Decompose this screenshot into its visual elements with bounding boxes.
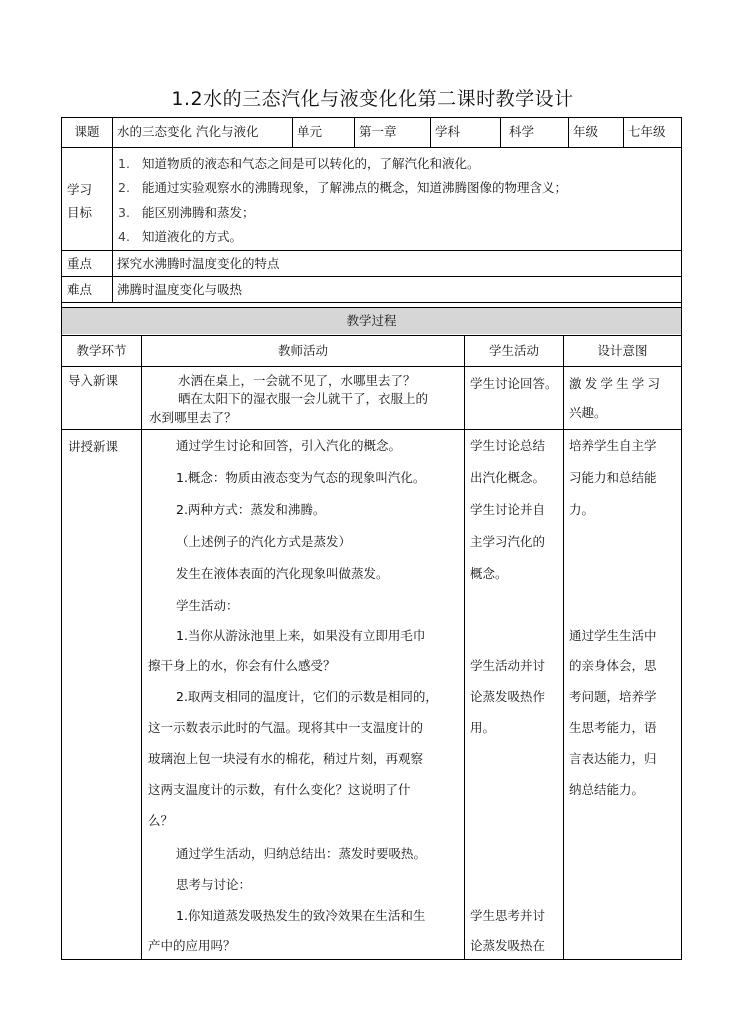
objective-item: 能区别沸腾和蒸发； bbox=[142, 205, 255, 220]
student-activity-line: 概念。 bbox=[470, 566, 508, 581]
teacher-activity-line: 发生在液体表面的汽化现象叫做蒸发。 bbox=[176, 566, 389, 581]
intro-stage: 导入新课 bbox=[68, 373, 119, 388]
objectives-label: 目标 bbox=[67, 205, 93, 220]
student-activity-line: 学生讨论并自 bbox=[470, 502, 546, 517]
intro-teacher-line: 水洒在桌上，一会就不见了，水哪里去了？ bbox=[178, 373, 416, 388]
intro-intent: 兴趣。 bbox=[569, 405, 607, 420]
table-border bbox=[681, 117, 682, 960]
objective-item: 知道物质的液态和气态之间是可以转化的，了解汽化和液化。 bbox=[142, 156, 480, 171]
teacher-activity-line: 1.概念：物质由液态变为气态的现象叫汽化。 bbox=[176, 470, 426, 485]
intro-intent: 激发学生学习 bbox=[569, 376, 664, 391]
design-intent-line: 习能力和总结能 bbox=[569, 470, 657, 485]
table-border bbox=[112, 117, 113, 302]
intro-student: 学生讨论回答。 bbox=[470, 376, 558, 391]
table-border bbox=[61, 366, 682, 367]
teacher-activity-line: 么？ bbox=[148, 813, 174, 828]
teacher-activity-line: 1.当你从游泳池里上来，如果没有立即用毛巾 bbox=[176, 628, 426, 643]
table-border bbox=[464, 335, 465, 960]
teacher-activity-line: 通过学生讨论和回答，引入汽化的概念。 bbox=[176, 438, 402, 453]
objective-number: 1. bbox=[118, 156, 130, 171]
objective-item: 能通过实验观察水的沸腾现象，了解沸点的概念，知道沸腾图像的物理含义； bbox=[142, 180, 568, 195]
student-activity-line: 出汽化概念。 bbox=[470, 470, 546, 485]
document-title: 1.2水的三态汽化与液变化化第二课时教学设计 bbox=[171, 88, 574, 110]
table-border bbox=[354, 117, 355, 147]
table-border bbox=[61, 302, 682, 303]
student-activity-line: 学生思考并讨 bbox=[470, 908, 546, 923]
student-activity-line: 学生活动并讨 bbox=[470, 658, 546, 673]
teacher-activity-line: 玻璃泡上包一块浸有水的棉花，稍过片刻，再观察 bbox=[148, 751, 424, 766]
column-header-stage: 教学环节 bbox=[76, 343, 127, 358]
objective-number: 3. bbox=[118, 205, 130, 220]
column-header-teacher: 教师活动 bbox=[277, 343, 328, 358]
table-border bbox=[623, 117, 624, 147]
grade-label: 年级 bbox=[573, 124, 599, 139]
student-activity-line: 论蒸发吸热在 bbox=[470, 938, 546, 953]
table-border bbox=[61, 147, 682, 148]
column-header-student: 学生活动 bbox=[488, 343, 539, 358]
table-border bbox=[430, 117, 431, 147]
teacher-activity-line: 这一示数表示此时的气温。现将其中一支温度计的 bbox=[148, 720, 424, 735]
teacher-activity-line: 2.取两支相同的温度计，它们的示数是相同的， bbox=[176, 689, 438, 704]
table-border bbox=[292, 117, 293, 147]
design-intent-line: 力。 bbox=[569, 502, 595, 517]
design-intent-line: 的亲身体会，思 bbox=[569, 658, 657, 673]
grade-value: 七年级 bbox=[628, 124, 666, 139]
design-intent-line: 纳总结能力。 bbox=[569, 782, 645, 797]
student-activity-line: 论蒸发吸热作 bbox=[470, 689, 546, 704]
design-intent-line: 言表达能力，归 bbox=[569, 751, 657, 766]
key-point-label: 重点 bbox=[67, 256, 93, 271]
unit-value: 第一章 bbox=[359, 124, 397, 139]
table-border bbox=[141, 335, 142, 960]
student-activity-line: 用。 bbox=[470, 720, 496, 735]
teacher-activity-line: 学生活动： bbox=[176, 598, 239, 613]
unit-label: 单元 bbox=[297, 124, 323, 139]
lesson-value: 水的三态变化 汽化与液化 bbox=[117, 124, 259, 139]
student-activity-line: 主学习汽化的 bbox=[470, 534, 546, 549]
design-intent-line: 考问题，培养学 bbox=[569, 689, 657, 704]
subject-label: 学科 bbox=[435, 124, 461, 139]
objective-number: 4. bbox=[118, 229, 130, 244]
process-heading: 教学过程 bbox=[346, 313, 397, 328]
teacher-activity-line: （上述例子的汽化方式是蒸发） bbox=[176, 534, 352, 549]
table-border bbox=[568, 117, 569, 147]
objective-item: 知道液化的方式。 bbox=[142, 229, 243, 244]
intro-teacher-line: 水到哪里去了？ bbox=[149, 410, 237, 425]
table-border bbox=[61, 117, 682, 118]
table-border bbox=[563, 335, 564, 960]
subject-value: 科学 bbox=[509, 124, 535, 139]
teacher-activity-line: 产中的应用吗？ bbox=[148, 938, 236, 953]
design-intent-line: 生思考能力，语 bbox=[569, 720, 657, 735]
teacher-activity-line: 2.两种方式：蒸发和沸腾。 bbox=[176, 502, 326, 517]
lesson-label: 课题 bbox=[74, 124, 100, 139]
table-border bbox=[61, 117, 62, 960]
design-intent-line: 培养学生自主学 bbox=[569, 438, 657, 453]
objectives-label: 学习 bbox=[67, 182, 93, 197]
intro-teacher-line: 晒在太阳下的湿衣服一会儿就干了，衣服上的 bbox=[178, 391, 429, 406]
design-intent-line: 通过学生生活中 bbox=[569, 628, 657, 643]
student-activity-line: 学生讨论总结 bbox=[470, 438, 546, 453]
teacher-activity-line: 通过学生活动，归纳总结出：蒸发时要吸热。 bbox=[176, 846, 427, 861]
teacher-activity-line: 擦干身上的水，你会有什么感受？ bbox=[148, 658, 336, 673]
table-border bbox=[61, 250, 682, 251]
column-header-intent: 设计意图 bbox=[597, 343, 648, 358]
teacher-activity-line: 这两支温度计的示数，有什么变化？这说明了什 bbox=[148, 782, 411, 797]
teach-stage: 讲授新课 bbox=[68, 439, 119, 454]
difficulty-text: 沸腾时温度变化与吸热 bbox=[117, 282, 243, 297]
objective-number: 2. bbox=[118, 180, 130, 195]
difficulty-label: 难点 bbox=[67, 282, 93, 297]
teacher-activity-line: 思考与讨论： bbox=[176, 877, 252, 892]
table-border bbox=[61, 307, 682, 308]
table-border bbox=[61, 335, 682, 336]
teacher-activity-line: 1.你知道蒸发吸热发生的致冷效果在生活和生 bbox=[176, 908, 426, 923]
key-point-text: 探究水沸腾时温度变化的特点 bbox=[117, 256, 280, 271]
table-border bbox=[61, 276, 682, 277]
table-border bbox=[500, 117, 501, 147]
